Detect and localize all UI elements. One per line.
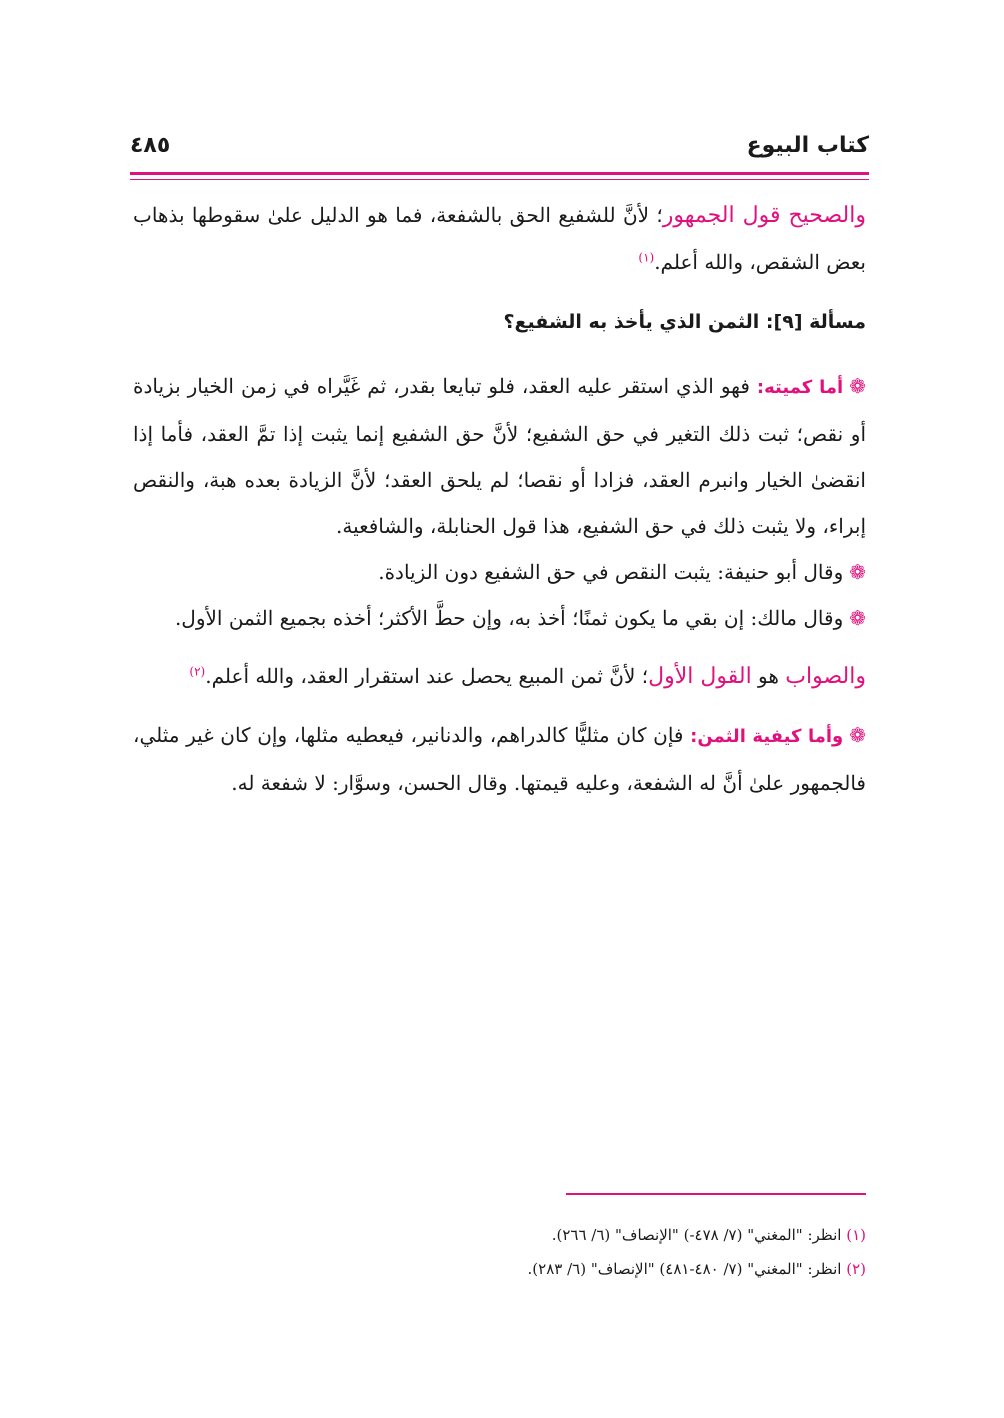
highlight-correct-view: والصحيح قول الجمهور — [662, 203, 867, 228]
footnote-1 — [133, 1218, 866, 1252]
footnote-2 — [133, 1252, 866, 1286]
footnote-ref-1[interactable]: (١) — [638, 250, 655, 265]
paragraph-1-text: ؛ لأنَّ للشفيع الحق بالشفعة، فما هو الدليل علىٰ سقوطها بذهاب بعض الشقص، والله أعلم. — [133, 203, 866, 274]
flower-bullet-icon: ❁ — [849, 606, 866, 630]
page-body — [133, 192, 866, 806]
question-label: مسألة [٩]: — [765, 311, 866, 333]
page-header — [130, 128, 869, 162]
footnote-text: انظر: "المغني" (٧/ ٤٧٨-) "الإنصاف" (٦/ ٢٦٦). — [551, 1226, 842, 1244]
paragraph-5-text: ؛ لأنَّ ثمن المبيع يحصل عند استقرار العقد، والله أعلم. — [205, 664, 649, 688]
page-number: ٤٨٥ — [130, 132, 171, 158]
paragraph-3-text: وقال أبو حنيفة: يثبت النقص في حق الشفيع دون الزيادة. — [378, 560, 844, 584]
paragraph-4-text: وقال مالك: إن بقي ما يكون ثمنًا؛ أخذ به، وإن حطَّ الأكثر؛ أخذه بجميع الثمن الأول. — [174, 606, 844, 630]
flower-bullet-icon: ❁ — [849, 374, 866, 398]
footnote-text: انظر: "المغني" (٧/ ٤٨٠-٤٨١) "الإنصاف" (٦/ ٢٨٣). — [527, 1260, 842, 1278]
paragraph-2 — [133, 363, 866, 549]
footnote-divider — [566, 1193, 866, 1195]
highlight-first-view: القول الأول — [648, 664, 752, 689]
footnote-ref-2[interactable]: (٢) — [189, 664, 206, 679]
lead-price-manner: وأما كيفية الثمن: — [690, 726, 844, 747]
running-title: كتاب البيوع — [746, 132, 869, 158]
footnote-number: (٢) — [846, 1260, 866, 1278]
lead-quantity: أما كميته: — [756, 377, 844, 398]
header-rule-thick — [130, 172, 869, 175]
footnote-number: (١) — [846, 1226, 866, 1244]
paragraph-5-mid: هو — [751, 664, 786, 688]
header-rule-thin — [130, 179, 869, 180]
paragraph-1 — [133, 192, 866, 285]
paragraph-6 — [133, 712, 866, 806]
paragraph-5 — [133, 653, 866, 700]
question-heading — [133, 299, 866, 345]
paragraph-3 — [133, 549, 866, 595]
paragraph-4 — [133, 595, 866, 641]
flower-bullet-icon: ❁ — [849, 723, 866, 747]
paragraph-2-text: فهو الذي استقر عليه العقد، فلو تبايعا بقدر، ثم غَيَّراه في زمن الخيار بزيادة أو نقص؛ ثبت ذلك التغير في حق الشفيع؛ لأنَّ حق الشفيع إنما يثبت إذا تمَّ العقد، فأما إذا انقضىٰ الخيار وانبرم العقد، فزادا أو نقصا؛ لم يلحق العقد؛ لأنَّ الزيادة بعده هبة، والنقص إبراء، ولا يثبت ذلك في حق الشفيع، هذا قول الحنابلة، والشافعية. — [133, 374, 866, 538]
highlight-correct: والصواب — [785, 664, 866, 689]
footnotes — [133, 1218, 866, 1286]
question-text: الثمن الذي يأخذ به الشفيع؟ — [503, 311, 760, 333]
paragraph-6-text: فإن كان مثليًّا كالدراهم، والدنانير، فيعطيه مثلها، وإن كان غير مثلي، فالجمهور علىٰ أنَّ له الشفعة، وعليه قيمتها. وقال الحسن، وسوَّار: لا شفعة له. — [133, 723, 866, 795]
flower-bullet-icon: ❁ — [849, 560, 866, 584]
